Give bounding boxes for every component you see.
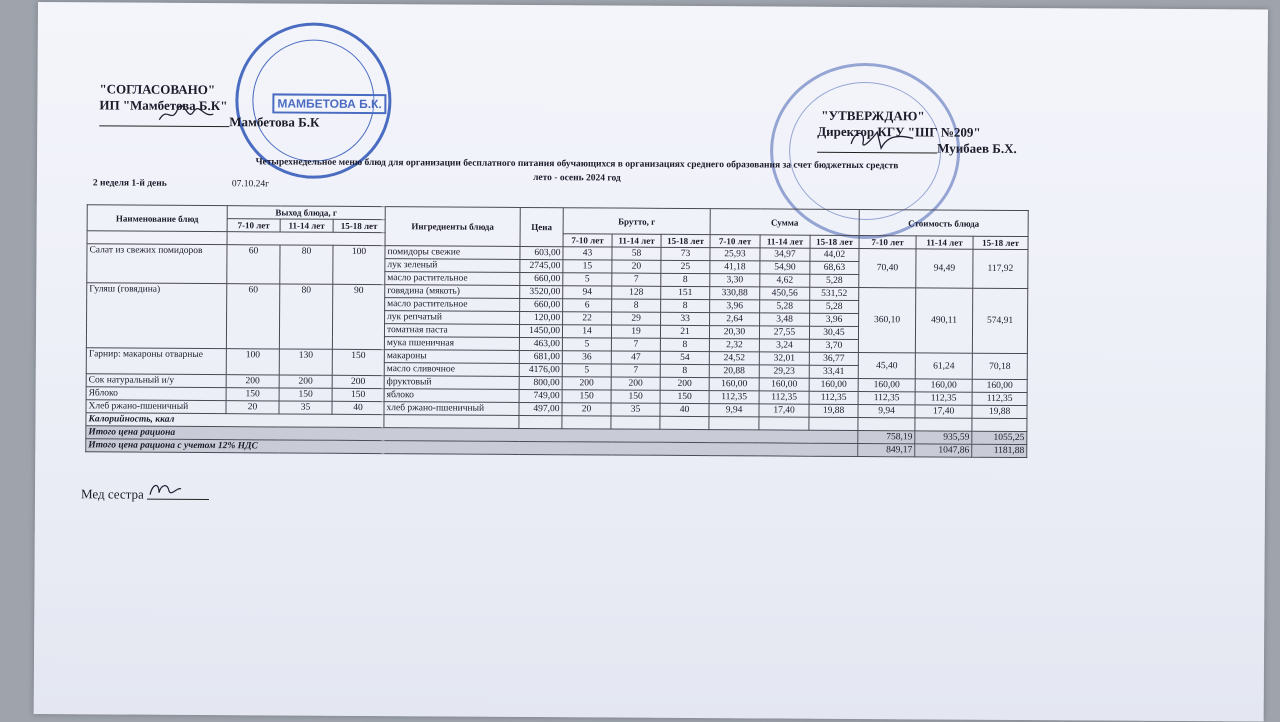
- ingredient-sum: 112,35: [759, 391, 809, 404]
- ingredients-header: Ингредиенты блюда: [385, 207, 520, 247]
- ingredient-gross: 8: [660, 338, 709, 351]
- dish-yield: 150: [279, 388, 332, 401]
- ingredient-price: 3520,00: [520, 285, 563, 298]
- ingredient-sum: 24,52: [709, 352, 759, 365]
- org-right: Директор КГУ "ШГ №209": [817, 123, 981, 140]
- calories-label: Калорийность, ккал: [86, 413, 384, 428]
- ingredient-sum: 44,02: [810, 248, 859, 261]
- dish-yield: 80: [279, 284, 332, 349]
- dish-cost: 160,00: [915, 379, 972, 392]
- ingredient-sum: 3,96: [810, 313, 859, 326]
- ingredient-gross: 54: [660, 351, 709, 364]
- dish-yield: 80: [280, 245, 333, 284]
- yield-age-11-14: 11-14 лет: [280, 219, 333, 232]
- ingredient-name: масло сливочное: [384, 363, 519, 377]
- dish-yield: 200: [332, 375, 384, 388]
- dish-yield: 60: [226, 284, 279, 349]
- dish-cost: 574,91: [972, 288, 1027, 353]
- total-vat-7-10: 849,17: [858, 444, 915, 457]
- nurse-label: Мед сестра: [80, 486, 144, 502]
- ingredient-sum: 160,00: [809, 378, 858, 391]
- ingredient-gross: 6: [563, 299, 612, 312]
- dish-name: Гуляш (говядина): [86, 283, 226, 349]
- total-11-14: 935,59: [915, 431, 972, 444]
- ingredient-sum: 5,28: [810, 300, 859, 313]
- ingredient-sum: 9,94: [709, 404, 759, 417]
- ingredient-gross: 5: [563, 273, 612, 286]
- dish-name-header: Наименование блюд: [87, 205, 227, 232]
- signer-name-left: Мамбетова Б.К: [229, 114, 320, 130]
- approval-block-left: [99, 81, 319, 130]
- signer-name-right: Муибаев Б.Х.: [937, 140, 1017, 156]
- dish-yield: 35: [279, 401, 332, 414]
- sum-age-11-14: 11-14 лет: [760, 235, 810, 248]
- ingredient-sum: 19,88: [809, 404, 858, 417]
- ingredient-sum: 54,90: [760, 261, 810, 274]
- signature-scribble: [847, 126, 917, 152]
- ingredient-sum: 34,97: [760, 248, 810, 261]
- signature-line-left: [99, 113, 319, 130]
- document-title: [177, 155, 977, 188]
- ingredient-gross: 20: [612, 260, 661, 273]
- ingredient-price: 800,00: [519, 376, 562, 389]
- dish-cost: 160,00: [972, 379, 1027, 392]
- approval-block-right: [817, 108, 1017, 157]
- dish-yield: 90: [332, 284, 384, 349]
- dish-yield: 200: [226, 375, 279, 388]
- sum-header: Сумма: [710, 209, 859, 236]
- sum-age-15-18: 15-18 лет: [810, 235, 859, 248]
- total-7-10: 758,19: [858, 431, 915, 444]
- ingredient-price: 4176,00: [519, 363, 562, 376]
- ingredient-sum: 33,41: [809, 365, 858, 378]
- dish-yield: 20: [226, 401, 279, 414]
- ingredient-name: фруктовый: [384, 376, 519, 390]
- ingredient-name: лук зеленый: [385, 259, 520, 273]
- ingredient-price: 603,00: [520, 246, 563, 259]
- dish-yield: 150: [332, 388, 384, 401]
- ingredient-gross: 8: [612, 299, 661, 312]
- ingredient-sum: 36,77: [809, 352, 858, 365]
- ingredient-name: томатная паста: [384, 324, 519, 338]
- ingredient-gross: 8: [660, 364, 709, 377]
- nurse-signature-underline: [147, 487, 209, 500]
- ingredient-sum: 160,00: [759, 378, 809, 391]
- total-label: Итого цена рациона: [86, 426, 858, 444]
- title-season: лето - осень 2024 год: [533, 173, 621, 184]
- cost-age-11-14: 11-14 лет: [916, 236, 973, 249]
- ingredient-name: макароны: [384, 350, 519, 364]
- document-sheet: [34, 2, 1268, 722]
- ingredient-sum: 29,23: [759, 365, 809, 378]
- dish-cost: 19,88: [972, 405, 1027, 418]
- ingredient-price: 681,00: [519, 350, 562, 363]
- empty-cell: [660, 416, 709, 429]
- signature-scribble: [157, 104, 217, 126]
- yield-header: Выход блюда, г: [227, 206, 385, 220]
- ingredient-gross: 19: [611, 325, 660, 338]
- ingredient-sum: 3,30: [710, 274, 760, 287]
- menu-date: 07.10.24г: [231, 179, 270, 190]
- ingredient-sum: 68,63: [810, 261, 859, 274]
- dish-cost: 112,35: [972, 392, 1027, 405]
- ingredient-price: 749,00: [519, 389, 562, 402]
- ingredient-name: масло растительное: [385, 272, 520, 286]
- gross-age-15-18: 15-18 лет: [661, 234, 710, 247]
- ingredient-gross: 73: [661, 247, 710, 260]
- ingredient-name: хлеб ржано-пшеничный: [384, 402, 519, 416]
- ingredient-sum: 30,45: [809, 326, 858, 339]
- gross-age-7-10: 7-10 лет: [563, 234, 612, 247]
- ingredient-gross: 5: [562, 364, 611, 377]
- ingredient-gross: 94: [563, 286, 612, 299]
- empty-cell: [519, 415, 562, 428]
- dish-yield: 100: [226, 349, 279, 375]
- cost-age-15-18: 15-18 лет: [973, 236, 1028, 249]
- ingredient-gross: 150: [660, 390, 709, 403]
- cost-age-7-10: 7-10 лет: [859, 236, 916, 249]
- ingredient-name: масло растительное: [385, 298, 520, 312]
- empty-cell: [972, 418, 1027, 431]
- ingredient-gross: 7: [611, 338, 660, 351]
- menu-table: [85, 204, 1028, 458]
- ingredient-gross: 58: [612, 247, 661, 260]
- ingredient-price: 1450,00: [519, 324, 562, 337]
- empty-cell: [915, 418, 972, 431]
- ingredient-gross: 200: [562, 377, 611, 390]
- dish-cost: 112,35: [858, 392, 915, 405]
- ingredient-gross: 33: [661, 312, 710, 325]
- empty-cell: [611, 416, 660, 429]
- ingredient-price: 2745,00: [520, 259, 563, 272]
- ingredient-gross: 200: [611, 377, 660, 390]
- dish-name: Хлеб ржано-пшеничный: [86, 400, 226, 414]
- dish-name: Гарнир: макароны отварные: [86, 348, 226, 375]
- ingredient-name: говядина (мякоть): [385, 285, 520, 299]
- ingredient-gross: 151: [661, 286, 710, 299]
- dish-yield: 130: [279, 349, 332, 375]
- ingredient-gross: 7: [611, 364, 660, 377]
- title-line: Четырехнедельное меню блюд для организации бесплатного питания обучающихся в организациях среднего образования за счет бюджетных средств: [255, 157, 899, 172]
- dish-name: Яблоко: [86, 387, 226, 401]
- approved-label-left: "СОГЛАСОВАНО": [99, 81, 216, 98]
- gross-age-11-14: 11-14 лет: [612, 234, 661, 247]
- ingredient-gross: 20: [562, 403, 611, 416]
- ingredient-sum: 2,32: [709, 339, 759, 352]
- ingredient-gross: 22: [563, 312, 612, 325]
- ingredient-gross: 40: [660, 403, 709, 416]
- dish-cost: 61,24: [915, 353, 972, 379]
- ingredient-sum: 17,40: [759, 404, 809, 417]
- ingredient-gross: 29: [612, 312, 661, 325]
- org-left: ИП "Мамбетова Б.К": [99, 97, 228, 114]
- ingredient-sum: 27,55: [759, 326, 809, 339]
- dish-yield: 150: [226, 388, 279, 401]
- dish-cost: 70,18: [972, 353, 1027, 379]
- ingredient-sum: 20,30: [709, 326, 759, 339]
- empty-cell: [562, 416, 611, 429]
- ingredient-sum: 112,35: [709, 391, 759, 404]
- ingredient-gross: 8: [661, 273, 710, 286]
- empty-cell: [384, 415, 519, 429]
- dish-yield: 200: [279, 375, 332, 388]
- dish-cost: 112,35: [915, 392, 972, 405]
- gross-header: Брутто, г: [563, 208, 710, 235]
- yield-age-15-18: 15-18 лет: [333, 219, 385, 232]
- dish-yield: 150: [332, 349, 384, 375]
- ingredient-gross: 150: [611, 390, 660, 403]
- ingredient-sum: 3,24: [759, 339, 809, 352]
- empty-cell: [759, 417, 809, 430]
- ingredient-sum: 5,28: [810, 274, 859, 287]
- ingredient-sum: 41,18: [710, 261, 760, 274]
- ingredient-gross: 14: [562, 325, 611, 338]
- ingredient-sum: 32,01: [759, 352, 809, 365]
- approved-label-right: "УТВЕРЖДАЮ": [821, 107, 925, 124]
- dish-cost: 490,11: [915, 288, 972, 353]
- dish-yield: 60: [227, 245, 280, 284]
- ingredient-name: помидоры свежие: [385, 246, 520, 260]
- ingredient-gross: 128: [612, 286, 661, 299]
- ingredient-price: 497,00: [519, 402, 562, 415]
- ingredient-sum: 330,88: [710, 287, 760, 300]
- dish-cost: 9,94: [858, 405, 915, 418]
- dish-yield: 40: [332, 401, 384, 414]
- ingredient-gross: 36: [562, 351, 611, 364]
- ingredient-gross: 21: [660, 325, 709, 338]
- menu-table-body: [86, 244, 1028, 419]
- ingredient-gross: 43: [563, 247, 612, 260]
- ingredient-price: 660,00: [520, 272, 563, 285]
- total-vat-label: Итого цена рациона с учетом 12% НДС: [86, 439, 858, 457]
- nurse-signature-block: [81, 486, 209, 503]
- empty-cell: [858, 418, 915, 431]
- ingredient-gross: 7: [612, 273, 661, 286]
- ingredient-price: 463,00: [519, 337, 562, 350]
- dish-cost: 117,92: [973, 249, 1028, 288]
- empty-cell: [709, 417, 759, 430]
- total-15-18: 1055,25: [972, 431, 1027, 444]
- ingredient-gross: 200: [660, 377, 709, 390]
- ingredient-gross: 35: [611, 403, 660, 416]
- dish-cost: 360,10: [858, 288, 915, 353]
- ingredient-sum: 3,96: [710, 300, 760, 313]
- dish-cost: 160,00: [858, 379, 915, 392]
- ingredient-sum: 2,64: [710, 313, 760, 326]
- ingredient-name: лук репчатый: [385, 311, 520, 325]
- empty-header-cell: [87, 231, 227, 245]
- ingredient-gross: 25: [661, 260, 710, 273]
- ingredient-sum: 20,88: [709, 365, 759, 378]
- signature-line-right: [817, 140, 1017, 157]
- ingredient-sum: 4,62: [760, 274, 810, 287]
- yield-age-7-10: 7-10 лет: [227, 219, 280, 232]
- signature-scribble: [147, 479, 183, 499]
- ingredient-gross: 8: [661, 299, 710, 312]
- dish-cost: 94,49: [916, 249, 973, 288]
- ingredient-price: 660,00: [520, 298, 563, 311]
- price-header: Цена: [520, 207, 563, 246]
- total-vat-11-14: 1047,86: [915, 444, 972, 457]
- dish-cost: 17,40: [915, 405, 972, 418]
- empty-cell: [809, 417, 858, 430]
- dish-name: Сок натуральный и/у: [86, 374, 226, 388]
- ingredient-sum: 160,00: [709, 378, 759, 391]
- week-day-label: 2 неделя 1-й день: [92, 178, 167, 189]
- ingredient-sum: 3,48: [760, 313, 810, 326]
- ingredient-sum: 3,70: [809, 339, 858, 352]
- cost-header: Стоимость блюда: [859, 210, 1028, 237]
- ingredient-name: мука пшеничная: [384, 337, 519, 351]
- ingredient-sum: 450,56: [760, 287, 810, 300]
- sum-age-7-10: 7-10 лет: [710, 235, 760, 248]
- dish-yield: 100: [333, 245, 385, 284]
- ingredient-sum: 112,35: [809, 391, 858, 404]
- ingredient-gross: 15: [563, 260, 612, 273]
- total-vat-15-18: 1181,88: [972, 444, 1027, 457]
- dish-cost: 45,40: [858, 353, 915, 379]
- dish-cost: 70,40: [859, 249, 916, 288]
- ingredient-gross: 5: [562, 338, 611, 351]
- ingredient-sum: 5,28: [760, 300, 810, 313]
- ingredient-name: яблоко: [384, 389, 519, 403]
- stamp-name: МАМБЕТОВА Б.К.: [272, 93, 386, 114]
- ingredient-gross: 150: [562, 390, 611, 403]
- dish-name: Салат из свежих помидоров: [87, 244, 227, 284]
- ingredient-gross: 47: [611, 351, 660, 364]
- signature-underline: [817, 140, 937, 154]
- ingredient-sum: 25,93: [710, 248, 760, 261]
- ingredient-sum: 531,52: [810, 287, 859, 300]
- ingredient-price: 120,00: [520, 311, 563, 324]
- empty-header-cell: [227, 232, 385, 246]
- signature-underline: [99, 113, 229, 127]
